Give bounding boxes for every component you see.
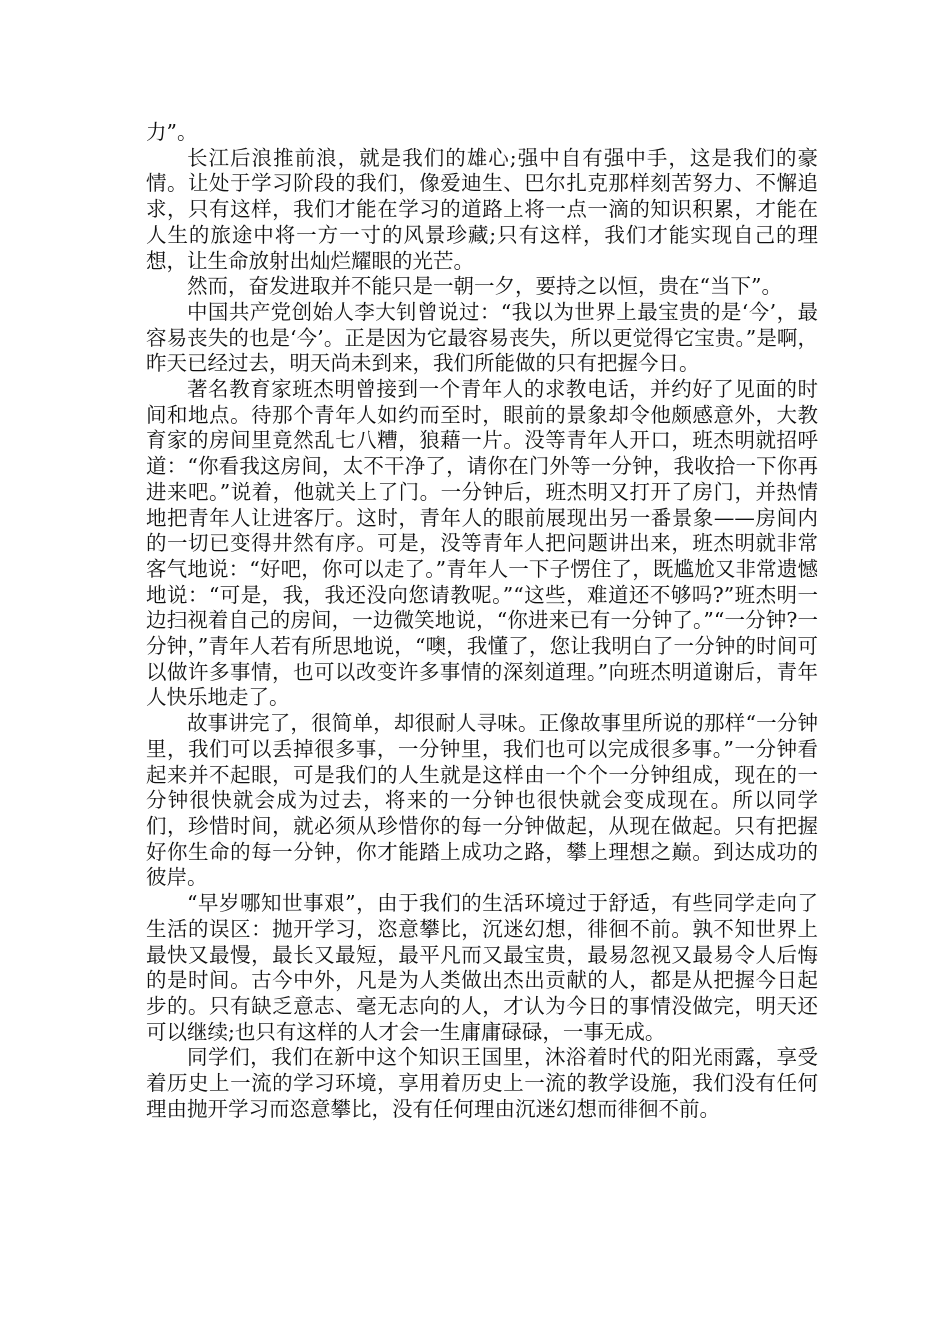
- paragraph-6: 故事讲完了，很简单，却很耐人寻味。正像故事里所说的那样“一分钟里，我们可以丢掉很多事，一分钟里，我们也可以完成很多事。”一分钟看起来并不起眼，可是我们的人生就是这样由一个个一分钟组成，现在的一分钟很快就会成为过去，将来的一分钟也很快就会变成现在。所以同学们，珍惜时间，就必须从珍惜你的每一分钟做起，从现在做起。只有把握好你生命的每一分钟，你才能踏上成功之路，攀上理想之巅。到达成功的彼岸。: [146, 711, 818, 890]
- paragraph-4: 中国共产党创始人李大钊曾说过：“我以为世界上最宝贵的是‘今’，最容易丧失的也是‘今’。正是因为它最容易丧失，所以更觉得它宝贵。”是啊，昨天已经过去，明天尚未到来，我们所能做的只有把握今日。: [146, 299, 818, 376]
- document-page: [146, 120, 818, 1122]
- paragraph-7: “早岁哪知世事艰”，由于我们的生活环境过于舒适，有些同学走向了生活的误区：抛开学习，恣意攀比，沉迷幻想，徘徊不前。孰不知世界上最快又最慢，最长又最短，最平凡而又最宝贵，最易忽视又最易令人后悔的是时间。古今中外，凡是为人类做出杰出贡献的人，都是从把握今日起步的。只有缺乏意志、毫无志向的人，才认为今日的事情没做完，明天还可以继续;也只有这样的人才会一生庸庸碌碌，一事无成。: [146, 891, 818, 1044]
- paragraph-8: 同学们，我们在新中这个知识王国里，沐浴着时代的阳光雨露，享受着历史上一流的学习环境，享用着历史上一流的教学设施，我们没有任何理由抛开学习而恣意攀比，没有任何理由沉迷幻想而徘徊不前。: [146, 1045, 818, 1121]
- paragraph-1: 力”。: [146, 120, 198, 144]
- paragraph-3: 然而，奋发进取并不能只是一朝一夕，要持之以恒，贵在“当下”。: [187, 274, 782, 299]
- paragraph-2: 长江后浪推前浪，就是我们的雄心;强中自有强中手，这是我们的豪情。让处于学习阶段的我们，像爱迪生、巴尔扎克那样刻苦努力、不懈追求，只有这样，我们才能在学习的道路上将一点一滴的知识积累，才能在人生的旅途中将一方一寸的风景珍藏;只有这样，我们才能实现自己的理想，让生命放射出灿烂耀眼的光芒。: [146, 145, 818, 273]
- paragraph-5: 著名教育家班杰明曾接到一个青年人的求教电话，并约好了见面的时间和地点。待那个青年人如约而至时，眼前的景象却令他颇感意外，大教育家的房间里竟然乱七八糟，狼藉一片。没等青年人开口，班杰明就招呼道：“你看我这房间，太不干净了，请你在门外等一分钟，我收拾一下你再进来吧。”说着，他就关上了门。一分钟后，班杰明又打开了房门，并热情地把青年人让进客厅。这时，青年人的眼前展现出另一番景象——房间内的一切已变得井然有序。可是，没等青年人把问题讲出来，班杰明就非常客气地说：“好吧，你可以走了。”青年人一下子愣住了，既尴尬又非常遗憾地说：“可是，我，我还没向您请教呢。”“这些，难道还不够吗?”班杰明一边扫视着自己的房间，一边微笑地说，“你进来已有一分钟了。”“一分钟?一分钟，”青年人若有所思地说，“噢，我懂了，您让我明白了一分钟的时间可以做许多事情，也可以改变许多事情的深刻道理。”向班杰明道谢后，青年人快乐地走了。: [146, 377, 818, 710]
